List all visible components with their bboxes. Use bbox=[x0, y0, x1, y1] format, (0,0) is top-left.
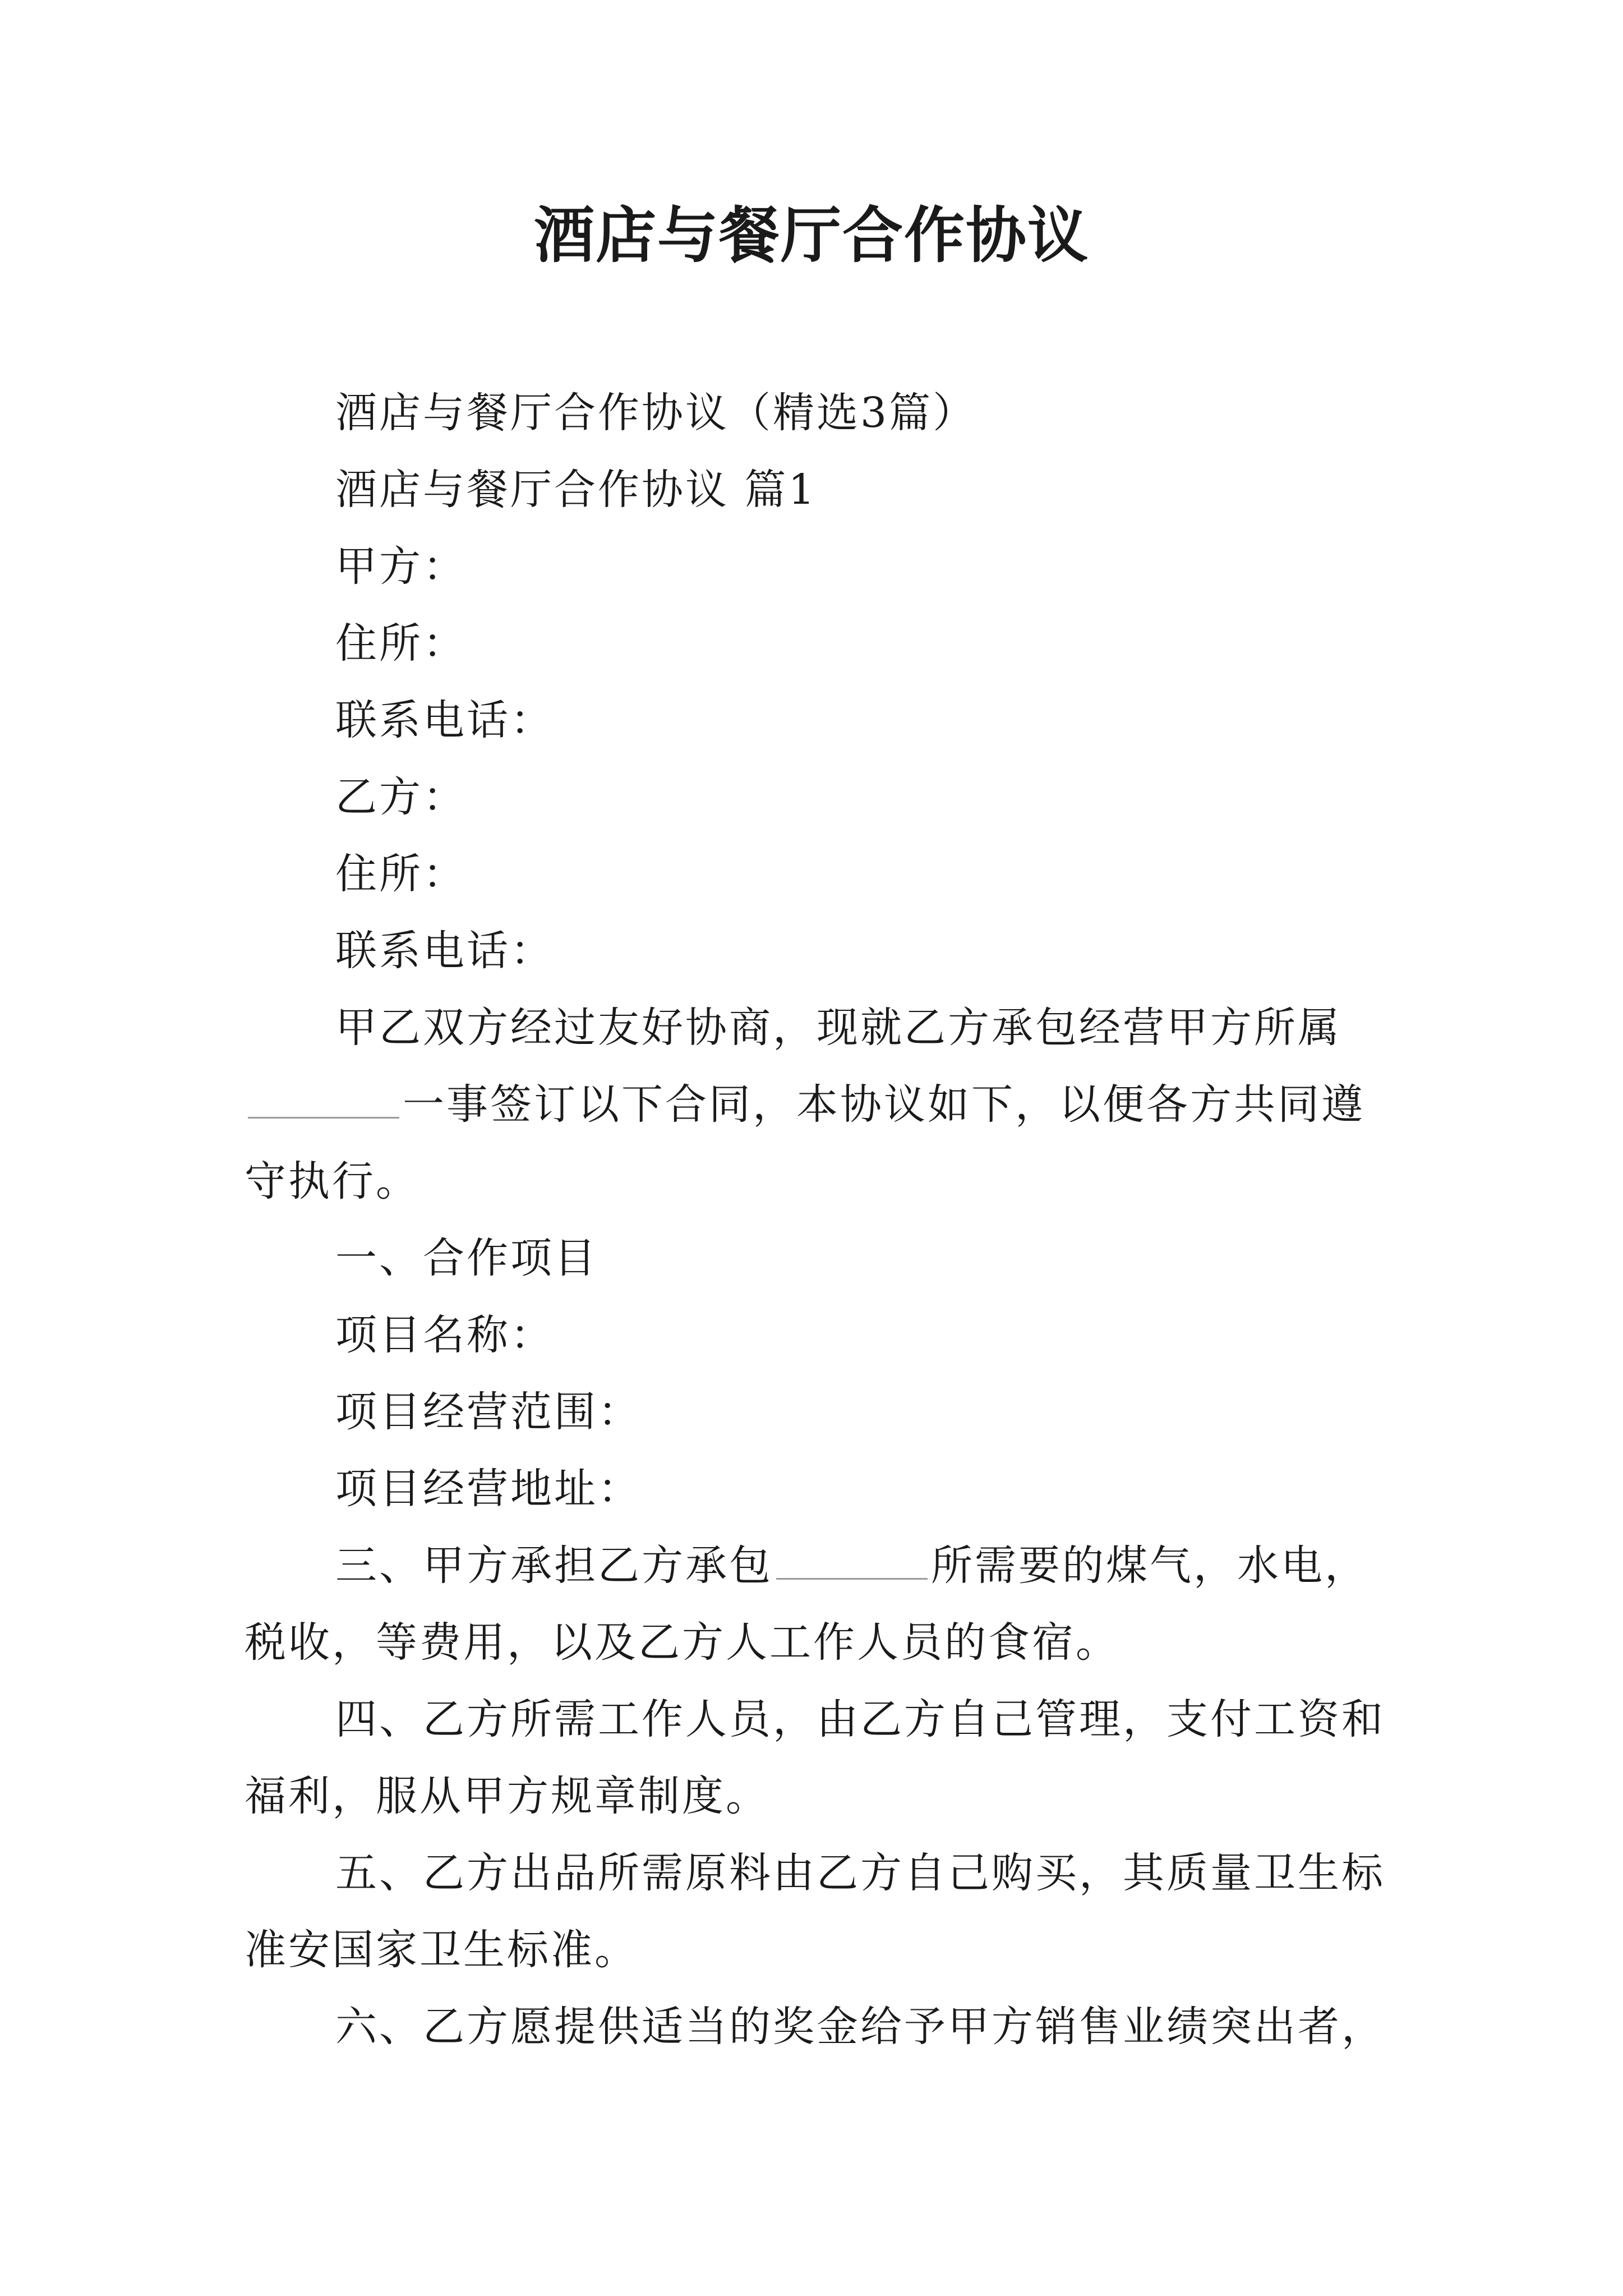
clause3-line1 bbox=[335, 1538, 1368, 1594]
intro-paragraph-line1: 甲乙双方经过友好协商，现就乙方承包经营甲方所属 bbox=[335, 1004, 1341, 1052]
project-scope-label: 项目经营范围： bbox=[335, 1388, 642, 1436]
party-a-address-label: 住所： bbox=[335, 619, 467, 668]
project-address-label: 项目经营地址： bbox=[335, 1465, 642, 1513]
clause4-line2: 福利，服从甲方规章制度。 bbox=[245, 1772, 769, 1820]
party-b-label: 乙方： bbox=[335, 773, 467, 821]
section1-heading: 一、合作项目 bbox=[335, 1234, 598, 1282]
party-b-address-label: 住所： bbox=[335, 850, 467, 898]
project-name-label: 项目名称： bbox=[335, 1311, 554, 1359]
document-title: 酒店与餐厅合作协议 bbox=[533, 200, 1089, 271]
clause4-line1: 四、乙方所需工作人员，由乙方自己管理，支付工资和 bbox=[335, 1695, 1385, 1743]
clause5-line1: 五、乙方出品所需原料由乙方自己购买，其质量卫生标 bbox=[335, 1849, 1385, 1897]
party-b-phone-label: 联系电话： bbox=[335, 927, 554, 975]
fill-in-blank bbox=[248, 1078, 399, 1119]
clause3-text-after-blank: 所需要的煤气，水电， bbox=[931, 1542, 1368, 1590]
intro-paragraph-line3: 守执行。 bbox=[245, 1157, 419, 1205]
party-a-phone-label: 联系电话： bbox=[335, 696, 554, 744]
clause6-line1: 六、乙方愿提供适当的奖金给予甲方销售业绩突出者， bbox=[335, 2003, 1385, 2051]
clause5-line2: 准安国家卫生标准。 bbox=[245, 1926, 638, 1974]
intro-line2-text: 一事签订以下合同，本协议如下，以便各方共同遵 bbox=[403, 1080, 1365, 1129]
clause3-line2: 税收，等费用，以及乙方人工作人员的食宿。 bbox=[245, 1618, 1119, 1667]
intro-paragraph-line2 bbox=[245, 1076, 1365, 1133]
clause3-text-before-blank: 三、甲方承担乙方承包 bbox=[335, 1542, 773, 1590]
document-subtitle: 酒店与餐厅合作协议（精选3篇） bbox=[335, 389, 977, 437]
party-a-label: 甲方： bbox=[335, 542, 467, 591]
part-heading: 酒店与餐厅合作协议 篇1 bbox=[335, 466, 817, 514]
fill-in-blank bbox=[776, 1539, 928, 1580]
